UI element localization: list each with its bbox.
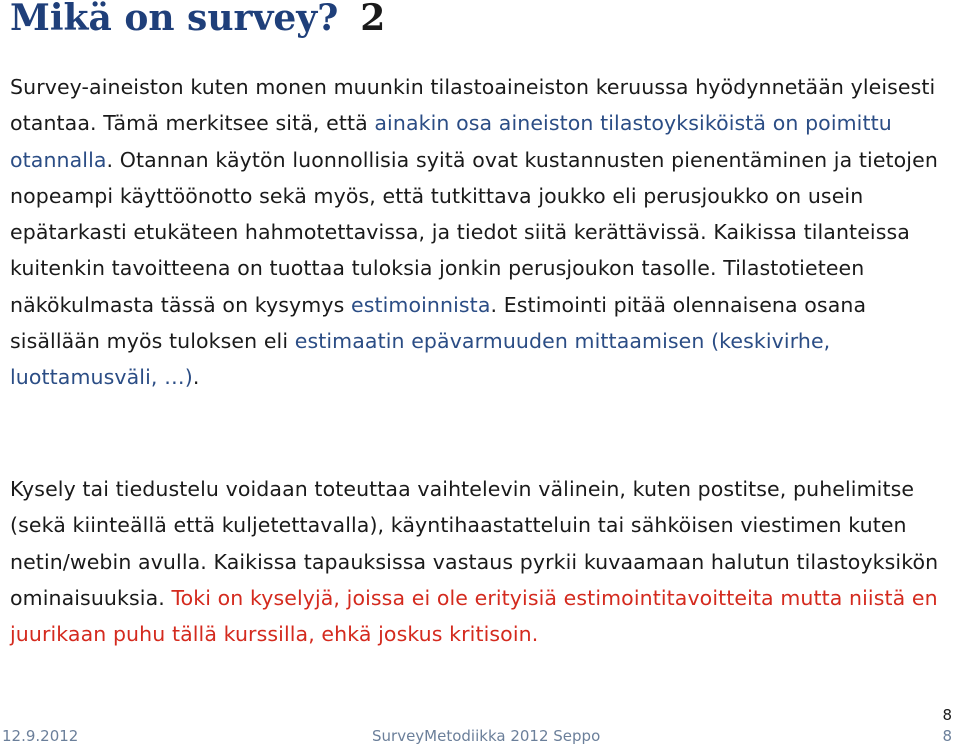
p1-highlight-sampled-units: ainakin osa aineiston tilastoyksiköistä on poimittu otannalla <box>10 111 892 172</box>
footer-page-number-top: 8 <box>942 706 952 724</box>
footer-course: SurveyMetodiikka 2012 Seppo <box>372 727 601 745</box>
p1-highlight-uncertainty: estimaatin epävarmuuden mittaamisen (keskivirhe, luottamusväli, …) <box>10 329 831 390</box>
p2-highlight-note: Toki on kyselyjä, joissa ei ole erityisiä estimointitavoitteita mutta niistä en juurikaan puhu tällä kurssilla, ehkä joskus kritisoin. <box>10 585 938 647</box>
p1-text-4: . <box>192 365 200 390</box>
p1-text-2: . Otannan käytön luonnollisia syitä ovat kustannusten pienentäminen ja tietojen nopeampi käyttöönotto sekä myös, että tutkittava joukko eli perusjoukko on usein epätarkasti etukäteen hahmotettavissa, ja tiedot siitä kerättävissä. Kaikissa tilanteissa kuitenkin tavoitteena on tuottaa tuloksia jonkin perusjoukon tasolle. Tilastotieteen näkökulmasta tässä on kysymys <box>10 147 938 317</box>
slide-title-text: Mikä on survey? <box>10 0 339 39</box>
p1-highlight-estimation: estimoinnista <box>350 292 491 317</box>
slide-title <box>10 0 385 40</box>
p2-text-1: Kysely tai tiedustelu voidaan toteuttaa vaihtelevin välinein, kuten postitse, puhelimitse (sekä kiinteällä että kuljetettavalla), käyntihaastatteluin tai sähköisen viestimen kuten netin/webin avulla. Kaikissa tapauksissa vastaus pyrkii kuvaamaan halutun tilastoyksikön ominaisuuksia. <box>10 477 939 610</box>
p1-text-3: . Estimointi pitää olennaisena osana sisällään myös tuloksen eli <box>10 292 867 354</box>
paragraph-data-collection <box>10 471 955 652</box>
footer-page-number: 8 <box>942 727 952 745</box>
paragraph-survey-sampling <box>10 69 955 396</box>
p1-text-1: Survey-aineiston kuten monen muunkin tilastoaineiston keruussa hyödynnetään yleisesti otantaa. Tämä merkitsee sitä, että <box>10 75 936 136</box>
slide-title-number: 2 <box>360 0 386 39</box>
footer-date: 12.9.2012 <box>2 727 79 745</box>
